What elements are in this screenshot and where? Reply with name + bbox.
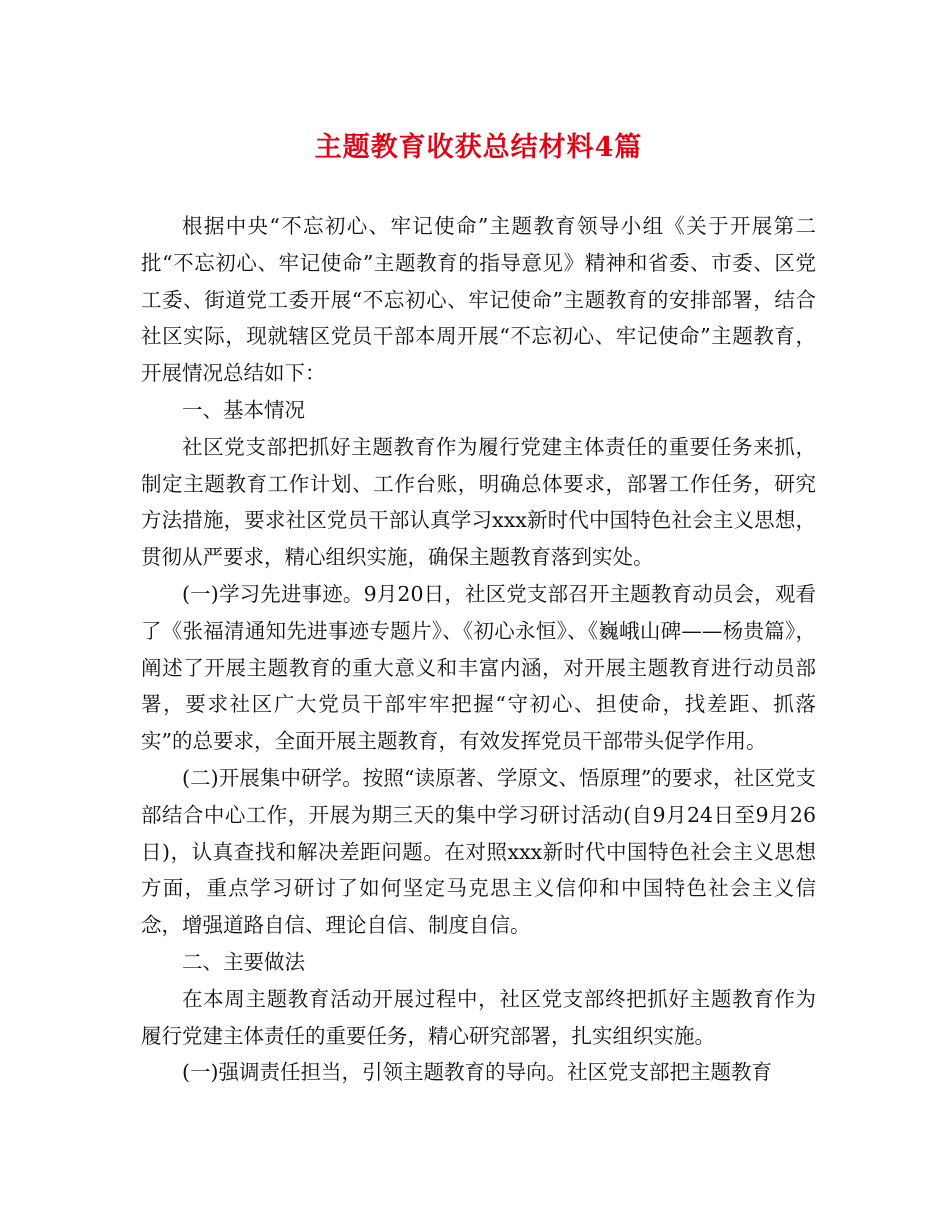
section-heading-main-practices: 二、主要做法 — [182, 949, 305, 974]
document-title: 主题教育收获总结材料4篇 — [314, 132, 643, 163]
paragraph-study-deeds: (一)学习先进事迹。9月20日，社区党支部召开主题教育动员会，观看了《张福清通知先进事迹专题片》、《初心永恒》、《巍峨山碑——杨贵篇》，阐述了开展主题教育的重大意义和丰富内涵，对开展主题教育进行动员部署，要求社区广大党员干部牢牢把握“守初心、担使命，找差距、抓落实”的总要求，全面开展主题教育，有效发挥党员干部带头促学作用。 — [141, 581, 816, 754]
document-page — [141, 128, 816, 1091]
paragraph-responsibility: (一)强调责任担当，引领主题教育的导向。社区党支部把主题教育 — [182, 1060, 772, 1085]
paragraph-concentrated-study: (二)开展集中研学。按照“读原著、学原文、悟原理”的要求，社区党支部结合中心工作，开展为期三天的集中学习研讨活动(自9月24日至9月26日)，认真查找和解决差距问题。在对照xxx新时代中国特色社会主义思想方面，重点学习研讨了如何坚定马克思主义信仰和中国特色社会主义信念，增强道路自信、理论自信、制度自信。 — [141, 765, 816, 938]
document-body — [141, 208, 816, 1091]
paragraph-main-practices: 在本周主题教育活动开展过程中，社区党支部终把抓好主题教育作为履行党建主体责任的重要任务，精心研究部署，扎实组织实施。 — [141, 986, 816, 1048]
section-heading-basic-situation: 一、基本情况 — [182, 397, 305, 422]
paragraph-intro: 根据中央“不忘初心、牢记使命”主题教育领导小组《关于开展第二批“不忘初心、牢记使命”主题教育的指导意见》精神和省委、市委、区党工委、街道党工委开展“不忘初心、牢记使命”主题教育的安排部署，结合社区实际，现就辖区党员干部本周开展“不忘初心、牢记使命”主题教育，开展情况总结如下： — [141, 214, 816, 386]
paragraph-basic-situation: 社区党支部把抓好主题教育作为履行党建主体责任的重要任务来抓，制定主题教育工作计划、工作台账，明确总体要求，部署工作任务，研究方法措施，要求社区党员干部认真学习xxx新时代中国特色社会主义思想，贯彻从严要求，精心组织实施，确保主题教育落到实处。 — [141, 434, 816, 570]
